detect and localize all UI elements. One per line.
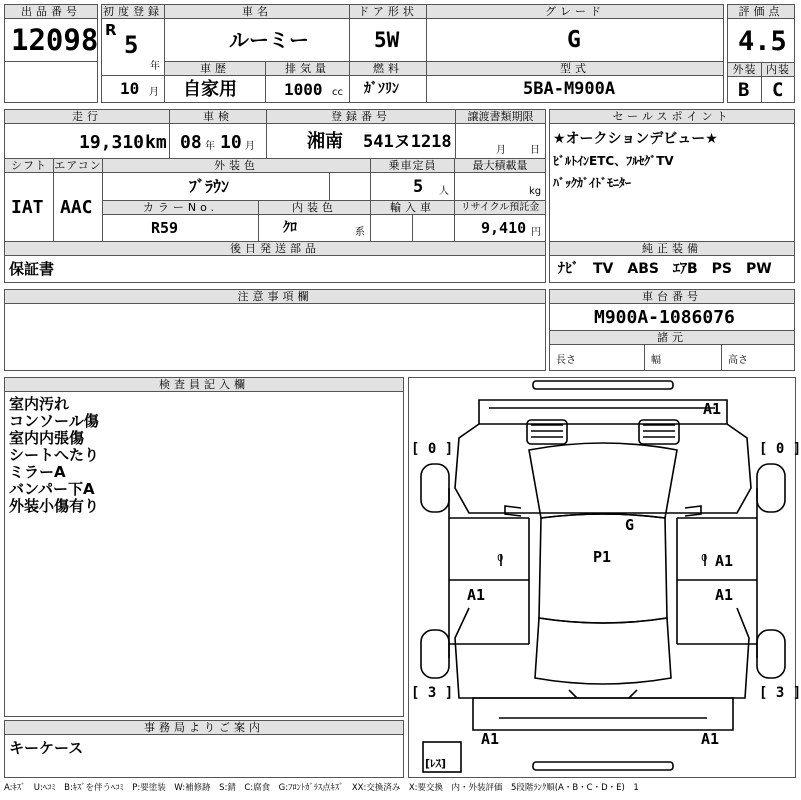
mark-right-front-door-zero: 0 xyxy=(701,553,708,564)
import-header: 輸入車 xyxy=(370,200,455,215)
history-header: 車歴 xyxy=(164,61,266,76)
model-cell xyxy=(426,75,724,103)
year-unit: 年 xyxy=(150,61,160,72)
tire-front-right: [ 0 ] xyxy=(759,441,801,457)
genuine-value: ﾅﾋﾞ TV ABS ｴｱB PS PW xyxy=(558,261,772,277)
int-color-cell xyxy=(258,214,371,242)
aircon-header: エアコン xyxy=(54,159,102,172)
lot-no-value: 12098 xyxy=(11,23,99,57)
first-reg-year-cell xyxy=(101,18,165,76)
dimensions-header: 諸元 xyxy=(549,330,795,345)
transfer-day-unit: 日 xyxy=(530,145,540,156)
km-unit: km xyxy=(145,132,167,153)
reg-year-value: 5 xyxy=(124,31,139,59)
first-reg-header: 初度登録 xyxy=(103,5,163,18)
mark-rear-bumper-left: A1 xyxy=(481,730,500,748)
max-load-cell xyxy=(454,172,546,201)
later-parts-value: 保証書 xyxy=(9,260,55,278)
score-value: 4.5 xyxy=(738,26,787,57)
dim-width-cell xyxy=(644,344,722,371)
later-parts-header: 後日発送部品 xyxy=(4,241,546,256)
reg-area-value: 湘南 xyxy=(307,131,343,152)
sales-point-line: ﾋﾞﾙﾄｲﾝETC、ﾌﾙｾｸﾞTV xyxy=(553,154,674,168)
transfer-month-unit: 月 xyxy=(496,145,506,156)
caution-cell xyxy=(4,303,546,371)
ext-color-cell xyxy=(102,172,330,201)
lot-no-header: 出品番号 xyxy=(4,4,98,19)
chassis-header: 車台番号 xyxy=(549,289,795,304)
interior-header: 内装 xyxy=(761,62,795,77)
chassis-cell xyxy=(549,303,795,331)
inspector-note: バンパー下A xyxy=(9,480,95,498)
office-header: 事務局よりご案内 xyxy=(4,720,404,735)
reg-no-header: 登録番号 xyxy=(266,109,456,124)
inspector-note: シートへたり xyxy=(9,446,100,464)
recycle-cell xyxy=(454,214,546,242)
color-no-cell xyxy=(102,214,259,242)
inspector-note: 室内内張傷 xyxy=(9,429,85,447)
door-cell xyxy=(349,18,427,62)
recycle-value: 9,410 xyxy=(481,219,527,237)
fuel-cell xyxy=(349,75,427,103)
tire-front-left: [ 0 ] xyxy=(411,441,454,457)
recycle-header: リサイクル預託金 xyxy=(454,200,546,215)
displacement-value: 1000 xyxy=(284,80,323,99)
reg-no-cell xyxy=(266,123,456,159)
transfer-cell xyxy=(455,123,546,159)
cc-unit: cc xyxy=(332,87,343,98)
aircon-value: AAC xyxy=(60,197,93,218)
chassis-value: M900A-1086076 xyxy=(594,307,735,328)
grade-value: G xyxy=(567,27,581,53)
door-header: ドア形状 xyxy=(349,4,427,19)
shift-value: IAT xyxy=(11,197,44,218)
ext-color-value: ﾌﾞﾗｳﾝ xyxy=(189,177,230,196)
mileage-value: 19,310 xyxy=(79,132,145,153)
mark-right-front-door: A1 xyxy=(715,552,734,570)
inspector-note: ミラーA xyxy=(9,463,66,481)
dim-length-label: 長さ xyxy=(556,355,576,366)
first-reg-month-cell xyxy=(101,75,165,103)
capacity-header: 乗車定員 xyxy=(370,158,455,173)
mark-front-bumper: A1 xyxy=(703,400,722,418)
car-diagram xyxy=(408,377,801,778)
car-name-header: 車名 xyxy=(164,4,350,19)
sales-point-line: ★オークションデビュー★ xyxy=(553,131,718,147)
caution-header: 注意事項欄 xyxy=(4,289,546,304)
mark-rear-bumper-right: A1 xyxy=(701,730,720,748)
grade-cell xyxy=(426,18,724,62)
reg-month-value: 10 xyxy=(120,79,140,98)
fuel-value: ｶﾞｿﾘﾝ xyxy=(364,81,399,97)
interior-cell xyxy=(761,76,795,103)
insp-year-value: 08 xyxy=(180,132,202,153)
dim-width-label: 幅 xyxy=(651,355,661,366)
exterior-cell xyxy=(727,76,762,103)
history-cell xyxy=(164,75,266,103)
int-color-header: 内装色 xyxy=(258,200,371,215)
mark-left-front-door-zero: 0 xyxy=(497,553,504,564)
lot-extra-cell xyxy=(4,61,98,103)
displacement-cell xyxy=(265,75,350,103)
inspection-header: 車検 xyxy=(169,109,267,124)
transfer-header: 譲渡書類期限 xyxy=(455,109,546,124)
car-name-value: ルーミー xyxy=(229,28,309,52)
mileage-cell xyxy=(4,123,170,159)
tire-rear-left: [ 3 ] xyxy=(411,685,454,701)
exterior-value: B xyxy=(738,79,750,101)
shift-header: シフト xyxy=(4,158,54,173)
score-header: 評価点 xyxy=(727,4,795,19)
dim-height-cell xyxy=(721,344,795,371)
mark-right-rear-door: A1 xyxy=(715,586,734,604)
tire-rear-right: [ 3 ] xyxy=(759,685,801,701)
mark-windshield: G xyxy=(625,516,635,534)
insp-month-value: 10 xyxy=(220,132,242,153)
inspector-note: 室内汚れ xyxy=(9,395,70,413)
ext-color-extra-cell xyxy=(329,172,371,201)
genuine-cell xyxy=(549,255,795,283)
ext-color-header: 外装色 xyxy=(102,158,371,173)
reg-num-value: 541ヌ1218 xyxy=(363,132,452,152)
dim-length-cell xyxy=(549,344,645,371)
mark-left-rear-door: A1 xyxy=(467,586,486,604)
legend: A:ｷｽﾞ U:ﾍｺﾐ B:ｷｽﾞを伴うﾍｺﾐ P:要塗装 W:補修跡 S:錆 C:腐食 G:ﾌﾛﾝﾄｶﾞﾗｽ点ｷｽﾞ XX:交換済み X:要交換 内・外装評価 5段階ﾗﾝｸ順(A・B・C・D・E) 1 xyxy=(4,783,639,793)
sales-point-header: セールスポイント xyxy=(549,109,795,124)
sales-point-cell xyxy=(549,123,795,242)
later-parts-cell xyxy=(4,255,546,283)
office-cell xyxy=(4,734,404,778)
max-load-header: 最大積載量 xyxy=(454,158,546,173)
dim-height-label: 高さ xyxy=(728,355,748,366)
car-outline-svg xyxy=(409,378,795,777)
score-cell xyxy=(727,18,795,63)
sales-point-line: ﾊﾞｯｸｶﾞｲﾄﾞﾓﾆﾀｰ xyxy=(553,176,632,190)
color-no-header: カラーNo. xyxy=(102,200,259,215)
office-note: キーケース xyxy=(9,739,84,757)
capacity-value: 5 xyxy=(413,177,424,197)
inspector-note: コンソール傷 xyxy=(9,412,99,430)
model-value: 5BA-M900A xyxy=(523,79,616,99)
grade-header: グレード xyxy=(426,4,724,19)
spare-tire-label: [ﾚｽ] xyxy=(425,757,447,770)
inspector-notes-cell xyxy=(4,391,404,717)
interior-value: C xyxy=(772,79,784,101)
color-no-value: R59 xyxy=(151,219,179,237)
aircon-cell xyxy=(53,172,103,242)
shift-cell xyxy=(4,172,54,242)
era-letter: R xyxy=(105,21,117,39)
inspector-note: 外装小傷有り xyxy=(9,497,100,515)
int-color-value: ｸﾛ xyxy=(283,220,297,236)
inspection-cell xyxy=(169,123,267,159)
insp-month-unit: 月 xyxy=(245,141,255,152)
int-color-unit: 系 xyxy=(355,227,365,238)
exterior-header: 外装 xyxy=(727,62,762,77)
person-unit: 人 xyxy=(439,186,449,197)
mark-roof: P1 xyxy=(593,548,612,566)
month-unit: 月 xyxy=(149,87,159,98)
genuine-header: 純正装備 xyxy=(549,241,795,256)
inspector-header: 検査員記入欄 xyxy=(4,377,404,392)
capacity-cell xyxy=(370,172,455,201)
door-value: 5W xyxy=(374,28,400,52)
kg-unit: kg xyxy=(529,186,542,197)
history-value: 自家用 xyxy=(183,79,237,100)
lot-no-cell xyxy=(4,18,98,62)
mileage-header: 走行 xyxy=(4,109,170,124)
insp-year-unit: 年 xyxy=(205,141,215,152)
import-cell xyxy=(370,214,413,242)
car-name-cell xyxy=(164,18,350,62)
model-header: 型式 xyxy=(426,61,724,76)
displacement-header: 排気量 xyxy=(265,61,350,76)
import-cell-2 xyxy=(412,214,455,242)
fuel-header: 燃料 xyxy=(349,61,427,76)
yen-unit: 円 xyxy=(531,227,541,238)
